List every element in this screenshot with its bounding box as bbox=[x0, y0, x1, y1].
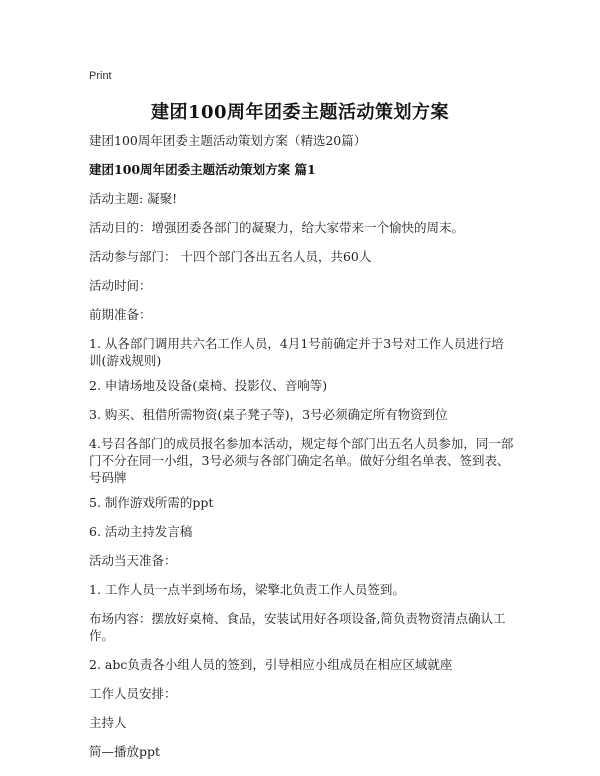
document-title: 建团100周年团委主题活动策划方案 bbox=[150, 102, 450, 123]
paragraph: 主持人 bbox=[89, 715, 127, 730]
paragraph: 活动时间： bbox=[89, 278, 152, 293]
paragraph: 1. 从各部门调用共六名工作人员，4月1号前确定并于3号对工作人员进行培训(游戏规则) bbox=[89, 336, 504, 368]
paragraph: 活动参与部门： 十四个部门各出五名人员，共60人 bbox=[89, 249, 372, 264]
paragraph: 布场内容：摆放好桌椅、食品，安装试用好各项设备,简负责物资清点确认工作。 bbox=[89, 611, 506, 643]
paragraph: 前期准备： bbox=[89, 307, 152, 322]
paragraph: 1. 工作人员一点半到场布场，梁擎北负责工作人员签到。 bbox=[89, 582, 405, 597]
paragraph: 活动目的：增强团委各部门的凝聚力，给大家带来一个愉快的周末。 bbox=[89, 220, 465, 235]
document-subtitle: 建团100周年团委主题活动策划方案（精选20篇） bbox=[89, 133, 367, 148]
section-heading: 建团100周年团委主题活动策划方案 篇1 bbox=[89, 162, 316, 177]
paragraph: 2. abc负责各小组人员的签到，引导相应小组成员在相应区域就座 bbox=[89, 657, 453, 672]
paragraph: 工作人员安排： bbox=[89, 686, 177, 701]
document-body bbox=[89, 132, 514, 760]
paragraph: 活动主题: 凝聚! bbox=[89, 191, 178, 206]
paragraph: 活动当天准备： bbox=[89, 553, 177, 568]
print-link[interactable]: Print bbox=[89, 70, 112, 82]
paragraph: 6. 活动主持发言稿 bbox=[89, 524, 193, 539]
paragraph: 5. 制作游戏所需的ppt bbox=[89, 495, 214, 510]
paragraph: 简—播放ppt bbox=[89, 744, 161, 759]
paragraph: 2. 申请场地及设备(桌椅、投影仪、音响等) bbox=[89, 378, 328, 393]
paragraph: 3. 购买、租借所需物资(桌子凳子等)，3号必须确定所有物资到位 bbox=[89, 407, 448, 422]
paragraph: 4.号召各部门的成员报名参加本活动，规定每个部门出五名人员参加，同一部门不分在同一小组，3号必须与各部门确定名单。做好分组名单表、签到表、号码牌 bbox=[89, 436, 514, 485]
